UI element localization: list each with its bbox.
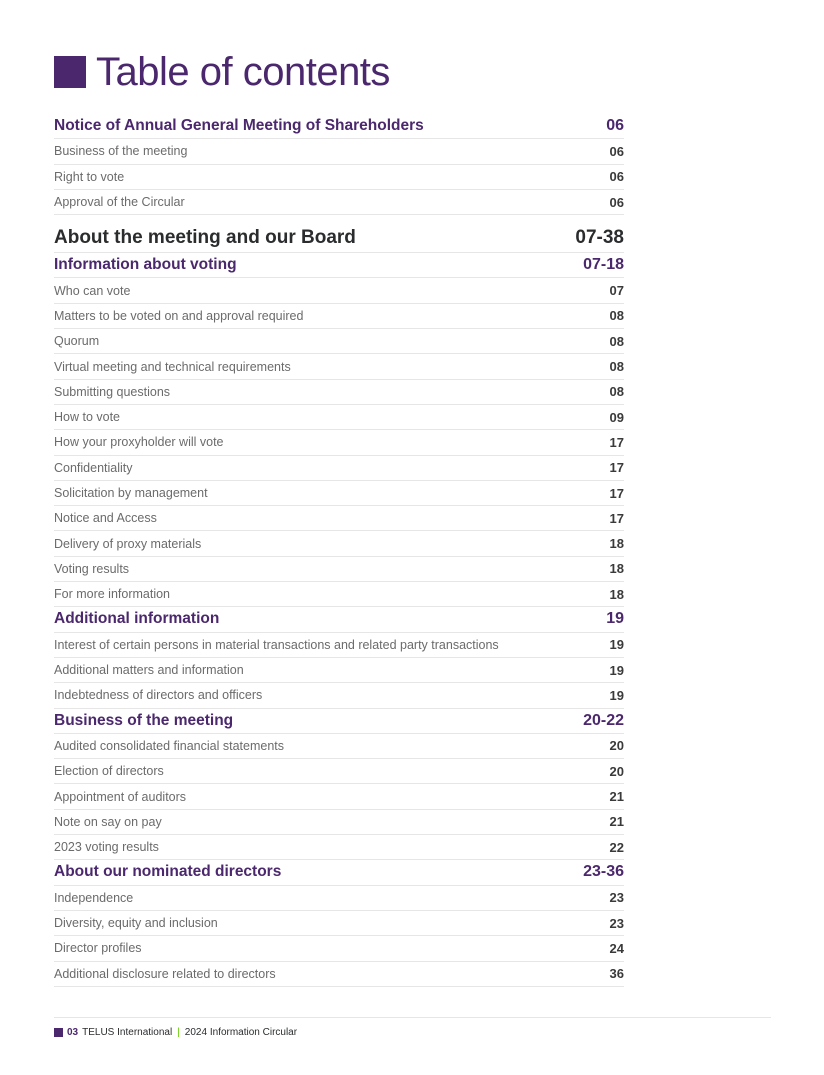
toc-entry-label: Audited consolidated financial statements bbox=[54, 738, 285, 753]
toc-item-row[interactable] bbox=[54, 582, 624, 607]
toc-item-row[interactable] bbox=[54, 329, 624, 354]
toc-item-row[interactable] bbox=[54, 139, 624, 164]
toc-entry-label: 2023 voting results bbox=[54, 840, 159, 855]
toc-section-row[interactable] bbox=[54, 709, 624, 734]
toc-item-row[interactable] bbox=[54, 430, 624, 455]
toc-entry-label: Election of directors bbox=[54, 764, 164, 779]
toc-item-row[interactable] bbox=[54, 506, 624, 531]
toc-entry-label: Additional information bbox=[54, 610, 220, 628]
toc-entry-page: 19 bbox=[609, 662, 624, 678]
toc-entry-page: 06 bbox=[606, 117, 624, 135]
toc-item-row[interactable] bbox=[54, 531, 624, 556]
toc-entry-label: Submitting questions bbox=[54, 384, 171, 399]
toc-entry-label: Interest of certain persons in material transactions and related party transactions bbox=[54, 637, 499, 652]
toc-entry-label: Voting results bbox=[54, 561, 130, 576]
toc-entry-label: Virtual meeting and technical requirements bbox=[54, 359, 291, 374]
toc-item-row[interactable] bbox=[54, 405, 624, 430]
toc-entry-label: Director profiles bbox=[54, 941, 142, 956]
toc-item-row[interactable] bbox=[54, 810, 624, 835]
toc-entry-label: Indebtedness of directors and officers bbox=[54, 688, 263, 703]
toc-entry-page: 23 bbox=[609, 915, 624, 931]
page-footer bbox=[54, 1027, 297, 1038]
toc-entry-page: 18 bbox=[609, 586, 624, 602]
toc-section-row[interactable] bbox=[54, 253, 624, 278]
toc-entry-label: Delivery of proxy materials bbox=[54, 536, 202, 551]
toc-entry-page: 06 bbox=[609, 194, 624, 210]
toc-entry-page: 23 bbox=[609, 890, 624, 906]
toc-item-row[interactable] bbox=[54, 886, 624, 911]
toc-entry-label: Diversity, equity and inclusion bbox=[54, 916, 218, 931]
toc-entry-page: 19 bbox=[606, 610, 624, 628]
toc-item-row[interactable] bbox=[54, 784, 624, 809]
page-title: Table of contents bbox=[96, 50, 390, 94]
page-header bbox=[54, 50, 390, 94]
footer-page-number: 03 bbox=[67, 1027, 79, 1038]
toc-item-row[interactable] bbox=[54, 481, 624, 506]
toc-entry-label: Notice of Annual General Meeting of Shareholders bbox=[54, 117, 424, 135]
toc-entry-page: 21 bbox=[609, 814, 624, 830]
toc-entry-label: For more information bbox=[54, 587, 171, 602]
toc-entry-page: 20-22 bbox=[583, 711, 624, 729]
toc-item-row[interactable] bbox=[54, 190, 624, 215]
toc-entry-label: Additional disclosure related to directors bbox=[54, 966, 276, 981]
toc-item-row[interactable] bbox=[54, 911, 624, 936]
toc-item-row[interactable] bbox=[54, 354, 624, 379]
toc-entry-label: Who can vote bbox=[54, 283, 131, 298]
toc-entry-page: 24 bbox=[609, 940, 624, 956]
toc-item-row[interactable] bbox=[54, 304, 624, 329]
toc-entry-label: How your proxyholder will vote bbox=[54, 435, 224, 450]
toc-entry-page: 07-18 bbox=[583, 256, 624, 274]
toc-entry-page: 19 bbox=[609, 637, 624, 653]
title-square-icon bbox=[54, 56, 86, 88]
toc-entry-page: 20 bbox=[609, 763, 624, 779]
toc-section-row[interactable] bbox=[54, 114, 624, 139]
toc-entry-label: Confidentiality bbox=[54, 460, 133, 475]
toc-entry-label: Approval of the Circular bbox=[54, 195, 185, 210]
toc-item-row[interactable] bbox=[54, 658, 624, 683]
toc-entry-page: 06 bbox=[609, 143, 624, 159]
toc-item-row[interactable] bbox=[54, 165, 624, 190]
footer-separator: | bbox=[177, 1027, 180, 1038]
toc-entry-page: 23-36 bbox=[583, 863, 624, 881]
toc-entry-page: 17 bbox=[609, 485, 624, 501]
toc-entry-page: 06 bbox=[609, 169, 624, 185]
toc-entry-label: Matters to be voted on and approval required bbox=[54, 308, 304, 323]
toc-item-row[interactable] bbox=[54, 633, 624, 658]
table-of-contents bbox=[54, 114, 624, 987]
toc-entry-label: Right to vote bbox=[54, 169, 125, 184]
toc-entry-label: Business of the meeting bbox=[54, 144, 188, 159]
toc-entry-page: 19 bbox=[609, 687, 624, 703]
toc-entry-page: 07 bbox=[609, 283, 624, 299]
toc-item-row[interactable] bbox=[54, 759, 624, 784]
toc-entry-page: 20 bbox=[609, 738, 624, 754]
toc-entry-page: 08 bbox=[609, 384, 624, 400]
toc-entry-page: 21 bbox=[609, 789, 624, 805]
footer-company: TELUS International bbox=[82, 1027, 173, 1038]
toc-entry-page: 08 bbox=[609, 333, 624, 349]
toc-item-row[interactable] bbox=[54, 557, 624, 582]
toc-entry-label: Business of the meeting bbox=[54, 711, 234, 729]
footer-square-icon bbox=[54, 1028, 63, 1037]
footer-document-title: 2024 Information Circular bbox=[184, 1027, 298, 1038]
toc-entry-label: Appointment of auditors bbox=[54, 789, 187, 804]
toc-item-row[interactable] bbox=[54, 734, 624, 759]
toc-entry-page: 17 bbox=[609, 434, 624, 450]
toc-item-row[interactable] bbox=[54, 683, 624, 708]
toc-item-row[interactable] bbox=[54, 962, 624, 987]
toc-entry-page: 18 bbox=[609, 561, 624, 577]
toc-entry-page: 09 bbox=[609, 409, 624, 425]
toc-entry-page: 17 bbox=[609, 510, 624, 526]
toc-section-row[interactable] bbox=[54, 860, 624, 885]
toc-entry-label: Notice and Access bbox=[54, 511, 157, 526]
toc-entry-page: 08 bbox=[609, 308, 624, 324]
toc-entry-label: About our nominated directors bbox=[54, 863, 282, 881]
toc-section-row[interactable] bbox=[54, 607, 624, 632]
toc-entry-page: 22 bbox=[609, 839, 624, 855]
footer-divider bbox=[54, 1017, 771, 1018]
toc-entry-label: How to vote bbox=[54, 410, 121, 425]
toc-entry-label: Information about voting bbox=[54, 256, 237, 274]
toc-item-row[interactable] bbox=[54, 936, 624, 961]
toc-item-row[interactable] bbox=[54, 835, 624, 860]
toc-major-row[interactable] bbox=[54, 223, 624, 253]
toc-entry-label: Note on say on pay bbox=[54, 814, 162, 829]
toc-entry-page: 08 bbox=[609, 359, 624, 375]
toc-entry-label: Quorum bbox=[54, 334, 100, 349]
toc-entry-label: Solicitation by management bbox=[54, 486, 208, 500]
toc-entry-page: 07-38 bbox=[575, 226, 624, 248]
toc-entry-label: Additional matters and information bbox=[54, 663, 244, 678]
toc-entry-page: 36 bbox=[609, 966, 624, 982]
toc-item-row[interactable] bbox=[54, 456, 624, 481]
toc-item-row[interactable] bbox=[54, 380, 624, 405]
toc-entry-label: Independence bbox=[54, 890, 134, 905]
toc-entry-page: 18 bbox=[609, 536, 624, 552]
toc-item-row[interactable] bbox=[54, 278, 624, 303]
toc-entry-label: About the meeting and our Board bbox=[54, 226, 356, 248]
toc-entry-page: 17 bbox=[609, 460, 624, 476]
